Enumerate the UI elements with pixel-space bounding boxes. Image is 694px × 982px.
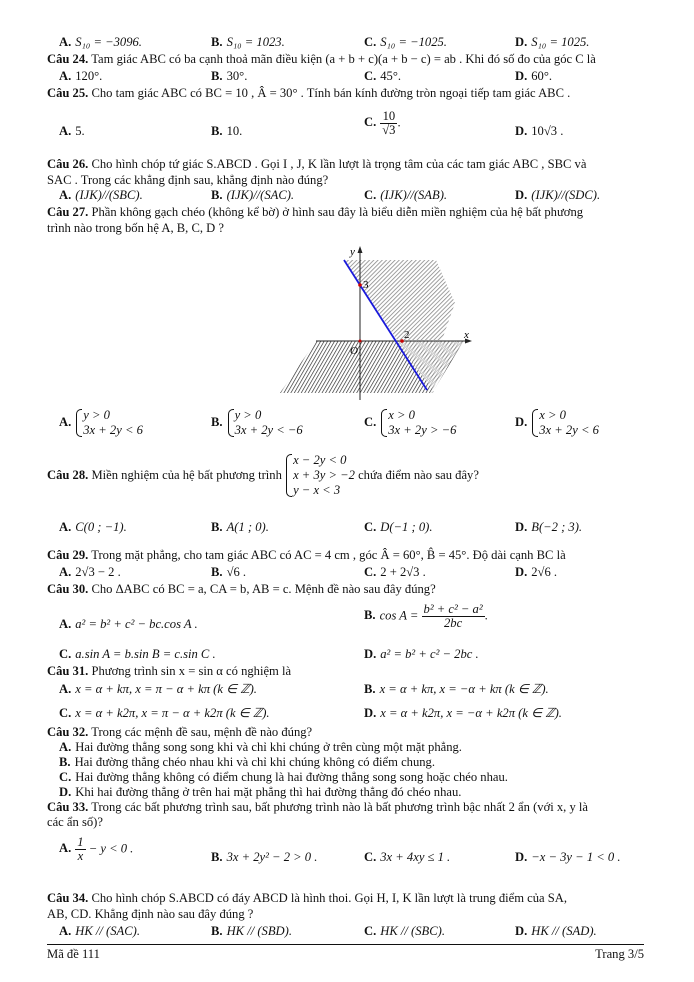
q25-option-b: B. 10. xyxy=(211,124,243,138)
inequality-system: x > 0 3x + 2y < 6 xyxy=(531,408,599,438)
q31-option-a: A. x = α + kπ, x = π − α + kπ (k ∈ ℤ). xyxy=(59,682,257,696)
point-y-intercept xyxy=(358,283,362,287)
question-26: Câu 26. Cho hình chóp tứ giác S.ABCD . Gọi I , J, K lần lượt là trọng tâm của các tam giác ABC , SBC và xyxy=(47,157,587,171)
question-25: Câu 25. Cho tam giác ABC có BC = 10 , Â = 30° . Tính bán kính đường tròn ngoại tiếp tam giác ABC . xyxy=(47,86,571,100)
inequality-system: x > 0 3x + 2y > −6 xyxy=(380,408,456,438)
inequality-system: y > 0 3x + 2y < −6 xyxy=(227,408,303,438)
exam-code: Mã đề 111 xyxy=(47,947,100,961)
x-axis-label: x xyxy=(464,329,469,341)
q28-option-a: A. C(0 ; −1). xyxy=(59,520,127,534)
q24-option-d: D. 60°. xyxy=(515,69,553,83)
q23-option-c: C. S₁₀ = −1025. xyxy=(364,35,447,49)
point-origin xyxy=(359,340,362,343)
question-27-cont: trình nào trong bốn hệ A, B, C, D ? xyxy=(47,221,224,235)
q24-option-a: A. 120°. xyxy=(59,69,103,83)
fraction: $\frac{1}{x}$ xyxy=(77,835,84,863)
question-29: Câu 29. Trong mặt phẳng, cho tam giác ABC có AC = 4 cm , góc Â = 60°, B̂ = 45°. Độ dài cạnh BC là xyxy=(47,548,566,562)
q29-option-c: C. 2 + 2√3 . xyxy=(364,565,426,579)
question-31: Câu 31. Phương trình sin x = sin α có nghiệm là xyxy=(47,664,292,678)
q31-option-d: D. x = α + k2π, x = −α + k2π (k ∈ ℤ). xyxy=(364,706,562,720)
x-intercept-label: 2 xyxy=(404,329,410,341)
q25-option-d: D. 10√3 . xyxy=(515,124,564,138)
fraction: $\frac{10}{√3}$ xyxy=(382,109,396,137)
q34-option-c: C. HK // (SBC). xyxy=(364,924,445,938)
y-axis-arrow-icon xyxy=(358,246,363,253)
inequality-system: y > 0 3x + 2y < 6 xyxy=(75,408,143,438)
q34-option-d: D. HK // (SAD). xyxy=(515,924,597,938)
q25-option-a: A. 5. xyxy=(59,124,85,138)
origin-label: O xyxy=(350,345,358,357)
question-24: Câu 24. Tam giác ABC có ba cạnh thoả mãn điều kiện (a + b + c)(a + b − c) = ab . Khi đó số đo của góc C là xyxy=(47,52,596,66)
q30-option-b: B. cos A = $\frac{\text{b² + c² − a²}}{2bc}$ . xyxy=(364,602,488,630)
q34-option-a: A. HK // (SAC). xyxy=(59,924,140,938)
q24-option-b: B. 30°. xyxy=(211,69,248,83)
footer-divider xyxy=(47,944,644,945)
q34-option-b: B. HK // (SBD). xyxy=(211,924,292,938)
fraction: $\frac{\text{b² + c² − a²}}{2bc}$ xyxy=(423,602,483,630)
y-axis-label: y xyxy=(350,246,355,258)
q28-option-c: C. D(−1 ; 0). xyxy=(364,520,433,534)
question-32: Câu 32. Trong các mệnh đề sau, mệnh đề nào đúng? xyxy=(47,725,313,739)
hatched-region-upper xyxy=(344,260,455,340)
question-28: Câu 28. Miền nghiệm của hệ bất phương trình x − 2y < 0 x + 3y > −2 y − x < 3 chứa điểm nào sau đây? xyxy=(47,453,479,497)
page-number: Trang 3/5 xyxy=(595,947,644,961)
q33-option-c: C. 3x + 4xy ≤ 1 . xyxy=(364,850,451,864)
q26-option-a: A. (IJK)//(SBC). xyxy=(59,188,143,202)
question-33: Câu 33. Trong các bất phương trình sau, bất phương trình nào là bất phương trình bậc nhất 2 ẩn (với x, y là xyxy=(47,800,589,814)
q29-option-d: D. 2√6 . xyxy=(515,565,558,579)
q30-option-c: C. a.sin A = b.sin B = c.sin C . xyxy=(59,647,216,661)
solution-region-figure xyxy=(280,243,490,400)
q31-option-b: B. x = α + kπ, x = −α + kπ (k ∈ ℤ). xyxy=(364,682,549,696)
question-33-cont: các ẩn số)? xyxy=(47,815,103,829)
q32-option-d: D. Khi hai đường thẳng ở trên hai mặt phẳng thì hai đường thẳng đó chéo nhau. xyxy=(59,785,462,799)
q33-option-d: D. −x − 3y − 1 < 0 . xyxy=(515,850,621,864)
q23-option-b: B. S₁₀ = 1023. xyxy=(211,35,285,49)
q24-option-c: C. 45°. xyxy=(364,69,402,83)
y-intercept-label: 3 xyxy=(363,279,369,291)
q29-option-b: B. √6 . xyxy=(211,565,247,579)
question-27: Câu 27. Phần không gạch chéo (không kể bờ) ở hình sau đây là biểu diễn miền nghiệm của hệ bất phương xyxy=(47,205,584,219)
q25-option-c: C. $\frac{10}{√3}$ . xyxy=(364,109,401,137)
inequality-system: x − 2y < 0 x + 3y > −2 y − x < 3 xyxy=(285,453,355,498)
question-30: Câu 30. Cho ΔABC có BC = a, CA = b, AB = c. Mệnh đề nào sau đây đúng? xyxy=(47,582,436,596)
q23-option-d: D. S₁₀ = 1025. xyxy=(515,35,590,49)
question-34: Câu 34. Cho hình chóp S.ABCD có đáy ABCD là hình thoi. Gọi H, I, K lần lượt là trung điểm của SA, xyxy=(47,891,568,905)
q32-option-c: C. Hai đường thẳng không có điểm chung là hai đường thẳng song song hoặc chéo nhau. xyxy=(59,770,508,784)
q31-option-c: C. x = α + k2π, x = π − α + k2π (k ∈ ℤ). xyxy=(59,706,270,720)
q28-option-d: D. B(−2 ; 3). xyxy=(515,520,583,534)
q23-option-a: A. S₁₀ = −3096. xyxy=(59,35,142,49)
q26-option-c: C. (IJK)//(SAB). xyxy=(364,188,448,202)
q27-option-b: B. y > 0 3x + 2y < −6 xyxy=(211,408,303,437)
question-34-cont: AB, CD. Khẳng định nào sau đây đúng ? xyxy=(47,907,254,921)
q33-option-a: A. $\frac{1}{x}$ − y < 0 . xyxy=(59,835,134,863)
q30-option-a: A. a² = b² + c² − bc.cos A . xyxy=(59,617,198,631)
q32-option-a: A. Hai đường thẳng song song khi và chỉ khi chúng ở trên cùng một mặt phẳng. xyxy=(59,740,462,754)
q27-option-d: D. x > 0 3x + 2y < 6 xyxy=(515,408,599,437)
q26-option-b: B. (IJK)//(SAC). xyxy=(211,188,295,202)
q30-option-d: D. a² = b² + c² − 2bc . xyxy=(364,647,479,661)
q27-option-a: A. y > 0 3x + 2y < 6 xyxy=(59,408,143,437)
q26-option-d: D. (IJK)//(SDC). xyxy=(515,188,601,202)
q27-option-c: C. x > 0 3x + 2y > −6 xyxy=(364,408,457,437)
q32-option-b: B. Hai đường thẳng chéo nhau khi và chỉ khi chúng không có điểm chung. xyxy=(59,755,435,769)
q28-option-b: B. A(1 ; 0). xyxy=(211,520,269,534)
q29-option-a: A. 2√3 − 2 . xyxy=(59,565,121,579)
question-26-cont: SAC . Trong các khẳng định sau, khẳng định nào đúng? xyxy=(47,173,329,187)
q33-option-b: B. 3x + 2y² − 2 > 0 . xyxy=(211,850,318,864)
